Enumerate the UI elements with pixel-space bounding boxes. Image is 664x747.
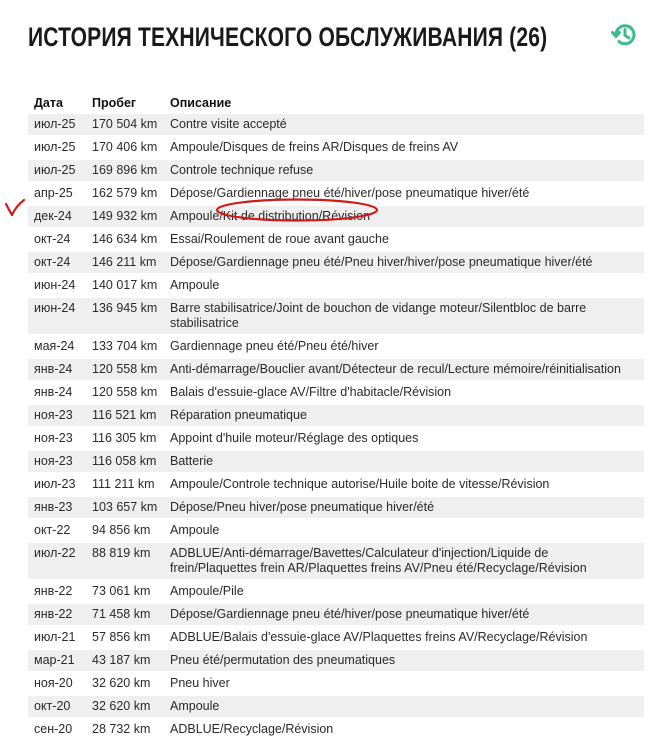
table-row (28, 298, 644, 334)
column-header-mileage: Пробег (92, 96, 137, 110)
date-cell: июл-21 (28, 627, 86, 648)
description-cell: Controle technique refuse (164, 160, 644, 181)
description-cell: Ampoule/Disques de freins AR/Disques de freins AV (164, 137, 644, 158)
table-row (28, 604, 644, 625)
description-cell: Ampoule (164, 520, 644, 541)
mileage-cell: 71 458 km (86, 604, 164, 625)
description-cell: Pneu été/permutation des pneumatiques (164, 650, 644, 671)
description-cell: Appoint d'huile moteur/Réglage des optiques (164, 428, 644, 449)
date-cell: ноя-20 (28, 673, 86, 694)
mileage-cell: 88 819 km (86, 543, 164, 579)
date-cell: янв-22 (28, 581, 86, 602)
description-cell: Balais d'essuie-glace AV/Filtre d'habitacle/Révision (164, 382, 644, 403)
date-cell: окт-22 (28, 520, 86, 541)
mileage-cell: 28 732 km (86, 719, 164, 740)
date-cell: мар-21 (28, 650, 86, 671)
mileage-cell: 170 504 km (86, 114, 164, 135)
mileage-cell: 170 406 km (86, 137, 164, 158)
description-cell: Ampoule (164, 275, 644, 296)
date-cell: июн-24 (28, 275, 86, 296)
date-cell: сен-20 (28, 719, 86, 740)
description-cell: Dépose/Gardiennage pneu été/hiver/pose pneumatique hiver/été (164, 183, 644, 204)
mileage-cell: 103 657 km (86, 497, 164, 518)
description-cell: Ampoule/Kit de distribution/Révision (164, 206, 644, 227)
description-cell: Réparation pneumatique (164, 405, 644, 426)
date-cell: июн-24 (28, 298, 86, 334)
table-row (28, 673, 644, 694)
description-cell: Dépose/Pneu hiver/pose pneumatique hiver/été (164, 497, 644, 518)
page-title: ИСТОРИЯ ТЕХНИЧЕСКОГО ОБСЛУЖИВАНИЯ (26) (28, 22, 548, 52)
date-cell: июл-22 (28, 543, 86, 579)
table-row (28, 137, 644, 158)
date-cell: июл-23 (28, 474, 86, 495)
mileage-cell: 136 945 km (86, 298, 164, 334)
table-row (28, 252, 644, 273)
column-header-date: Дата (34, 96, 63, 110)
mileage-cell: 120 558 km (86, 359, 164, 380)
table-row (28, 160, 644, 181)
mileage-cell: 116 521 km (86, 405, 164, 426)
mileage-cell: 73 061 km (86, 581, 164, 602)
mileage-cell: 43 187 km (86, 650, 164, 671)
table-row (28, 451, 644, 472)
date-cell: янв-24 (28, 359, 86, 380)
table-row (28, 275, 644, 296)
mileage-cell: 146 634 km (86, 229, 164, 250)
table-row (28, 627, 644, 648)
date-cell: ноя-23 (28, 428, 86, 449)
date-cell: июл-25 (28, 160, 86, 181)
date-cell: июл-25 (28, 114, 86, 135)
table-row (28, 650, 644, 671)
mileage-cell: 32 620 km (86, 673, 164, 694)
description-cell: Dépose/Gardiennage pneu été/Pneu hiver/hiver/pose pneumatique hiver/été (164, 252, 644, 273)
table-row (28, 405, 644, 426)
mileage-cell: 149 932 km (86, 206, 164, 227)
description-cell: Pneu hiver (164, 673, 644, 694)
mileage-cell: 140 017 km (86, 275, 164, 296)
mileage-cell: 146 211 km (86, 252, 164, 273)
maintenance-history-table (28, 92, 644, 742)
description-cell: Ampoule/Controle technique autorise/Huile boite de vitesse/Révision (164, 474, 644, 495)
description-cell: Ampoule/Pile (164, 581, 644, 602)
description-cell: Contre visite accepté (164, 114, 644, 135)
mileage-cell: 116 058 km (86, 451, 164, 472)
mileage-cell: 169 896 km (86, 160, 164, 181)
date-cell: окт-24 (28, 229, 86, 250)
table-row (28, 206, 644, 227)
history-icon[interactable] (610, 20, 640, 50)
date-cell: ноя-23 (28, 405, 86, 426)
date-cell: окт-20 (28, 696, 86, 717)
table-row (28, 114, 644, 135)
column-header-description: Описание (170, 96, 232, 110)
mileage-cell: 133 704 km (86, 336, 164, 357)
date-cell: июл-25 (28, 137, 86, 158)
description-cell: Essai/Roulement de roue avant gauche (164, 229, 644, 250)
table-row (28, 520, 644, 541)
mileage-cell: 57 856 km (86, 627, 164, 648)
description-cell: ADBLUE/Recyclage/Révision (164, 719, 644, 740)
description-cell: ADBLUE/Anti-démarrage/Bavettes/Calculateur d'injection/Liquide de frein/Plaquettes frein AR/Plaquettes freins AV/Pneu été/Recyclage/Révision (164, 543, 644, 579)
mileage-cell: 94 856 km (86, 520, 164, 541)
table-row (28, 497, 644, 518)
table-row (28, 229, 644, 250)
table-row (28, 183, 644, 204)
table-row (28, 428, 644, 449)
date-cell: ноя-23 (28, 451, 86, 472)
mileage-cell: 116 305 km (86, 428, 164, 449)
description-cell: Gardiennage pneu été/Pneu été/hiver (164, 336, 644, 357)
date-cell: дек-24 (28, 206, 86, 227)
date-cell: янв-24 (28, 382, 86, 403)
mileage-cell: 32 620 km (86, 696, 164, 717)
description-cell: Anti-démarrage/Bouclier avant/Détecteur de recul/Lecture mémoire/réinitialisation (164, 359, 644, 380)
table-row (28, 543, 644, 579)
date-cell: мая-24 (28, 336, 86, 357)
description-cell: Batterie (164, 451, 644, 472)
red-checkmark-annotation (4, 198, 26, 218)
mileage-cell: 111 211 km (86, 474, 164, 495)
table-row (28, 336, 644, 357)
date-cell: янв-22 (28, 604, 86, 625)
table-row (28, 474, 644, 495)
table-row (28, 696, 644, 717)
table-row (28, 359, 644, 380)
description-cell: Dépose/Gardiennage pneu été/hiver/pose pneumatique hiver/été (164, 604, 644, 625)
description-cell: Ampoule (164, 696, 644, 717)
table-row (28, 719, 644, 740)
table-row (28, 382, 644, 403)
mileage-cell: 120 558 km (86, 382, 164, 403)
description-cell: Barre stabilisatrice/Joint de bouchon de vidange moteur/Silentbloc de barre stabilisatrice (164, 298, 644, 334)
table-row (28, 581, 644, 602)
date-cell: апр-25 (28, 183, 86, 204)
description-cell: ADBLUE/Balais d'essuie-glace AV/Plaquettes freins AV/Recyclage/Révision (164, 627, 644, 648)
date-cell: окт-24 (28, 252, 86, 273)
mileage-cell: 162 579 km (86, 183, 164, 204)
table-header-row (28, 94, 644, 112)
date-cell: янв-23 (28, 497, 86, 518)
